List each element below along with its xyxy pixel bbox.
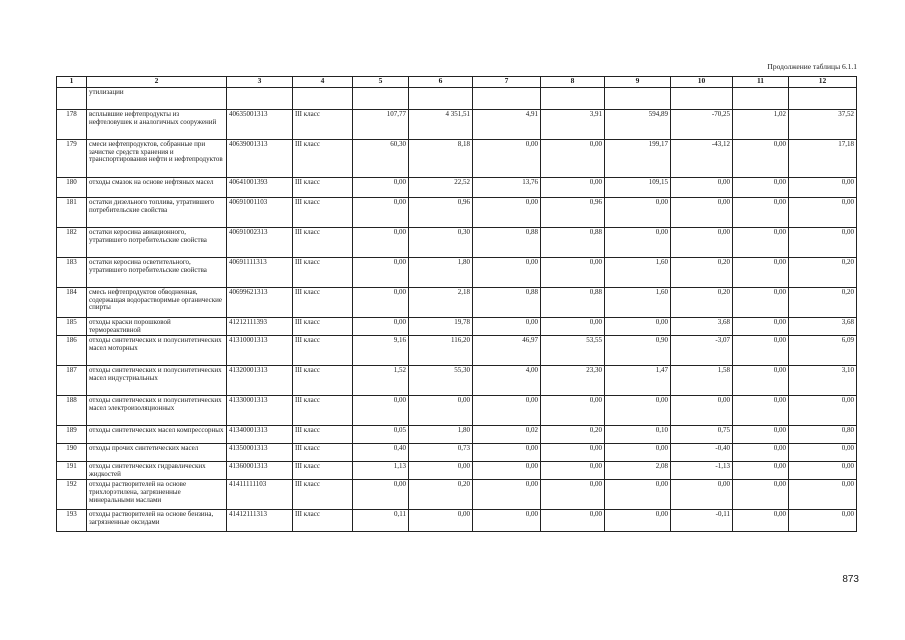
table-cell: 0,02	[473, 426, 541, 444]
table-row	[57, 366, 857, 396]
table-cell: отходы краски порошковой термореактивной	[87, 318, 227, 336]
table-cell: 19,78	[409, 318, 473, 336]
table-cell: 41310001313	[227, 336, 293, 366]
table-cell: 37,52	[789, 110, 857, 140]
table-cell: 0,00	[353, 178, 409, 198]
table-cell: 0,00	[541, 480, 605, 510]
table-row	[57, 396, 857, 426]
table-cell: 41350001313	[227, 444, 293, 462]
table-cell: 13,76	[473, 178, 541, 198]
table-cell: 3,10	[789, 366, 857, 396]
table-cell: 0,00	[733, 480, 789, 510]
table-cell	[409, 88, 473, 110]
table-cell: 0,00	[473, 198, 541, 228]
table-cell: 185	[57, 318, 87, 336]
table-cell: III класс	[293, 318, 353, 336]
column-header: 1	[57, 77, 87, 88]
table-cell: 6,09	[789, 336, 857, 366]
table-cell: 0,00	[473, 480, 541, 510]
table-cell: 0,00	[789, 198, 857, 228]
table-cell: 0,10	[605, 426, 671, 444]
table-cell: 0,20	[541, 426, 605, 444]
table-cell: -0,40	[671, 444, 733, 462]
header-row	[57, 77, 857, 88]
table-cell: III класс	[293, 366, 353, 396]
table-cell: 190	[57, 444, 87, 462]
table-row	[57, 510, 857, 532]
table-cell: 0,00	[671, 228, 733, 258]
table-cell: 0,30	[409, 228, 473, 258]
table-cell: 3,68	[789, 318, 857, 336]
table-caption: Продолжение таблицы 6.1.1	[767, 62, 857, 71]
table-row	[57, 444, 857, 462]
table-cell: 0,90	[605, 336, 671, 366]
table-cell: 0,00	[605, 510, 671, 532]
table-cell	[733, 88, 789, 110]
table-cell: 22,52	[409, 178, 473, 198]
table-cell: смесь нефтепродуктов обводненная, содержащая водорастворимые органические спирты	[87, 288, 227, 318]
column-header: 6	[409, 77, 473, 88]
table-cell: 178	[57, 110, 87, 140]
table-row	[57, 318, 857, 336]
table-cell: 0,20	[671, 288, 733, 318]
table-cell: 17,18	[789, 140, 857, 178]
table-cell: 0,00	[353, 228, 409, 258]
table-cell: III класс	[293, 462, 353, 480]
table-cell: смеси нефтепродуктов, собранные при зачистке средств хранения и транспортирования нефти и нефтепродуктов	[87, 140, 227, 178]
table-cell: 41320001313	[227, 366, 293, 396]
table-cell: 0,00	[353, 318, 409, 336]
table-cell: 41411111103	[227, 480, 293, 510]
table-cell: 109,15	[605, 178, 671, 198]
table-cell: 0,00	[671, 396, 733, 426]
table-row	[57, 140, 857, 178]
table-cell: III класс	[293, 336, 353, 366]
waste-table	[56, 76, 857, 532]
table-cell: III класс	[293, 444, 353, 462]
table-cell: 182	[57, 228, 87, 258]
table-cell: 40639001313	[227, 140, 293, 178]
table-cell: 0,00	[541, 510, 605, 532]
table-cell: 53,55	[541, 336, 605, 366]
table-cell: 4 351,51	[409, 110, 473, 140]
table-cell: 0,00	[671, 178, 733, 198]
table-cell: 0,00	[605, 198, 671, 228]
table-row	[57, 462, 857, 480]
table-cell: 1,52	[353, 366, 409, 396]
table-cell: 1,60	[605, 288, 671, 318]
table-cell: 0,80	[789, 426, 857, 444]
table-cell: 55,30	[409, 366, 473, 396]
table-cell: 0,40	[353, 444, 409, 462]
column-header: 7	[473, 77, 541, 88]
table-cell: 0,00	[541, 396, 605, 426]
table-cell: 191	[57, 462, 87, 480]
table-cell: 60,30	[353, 140, 409, 178]
table-cell: 0,00	[789, 178, 857, 198]
table-cell	[227, 88, 293, 110]
table-cell: 46,97	[473, 336, 541, 366]
table-cell: 0,00	[473, 140, 541, 178]
table-cell: 1,47	[605, 366, 671, 396]
table-cell: отходы растворителей на основе трихлорэтилена, загрязненные минеральными маслами	[87, 480, 227, 510]
table-cell: 40691001103	[227, 198, 293, 228]
table-cell: 0,00	[473, 396, 541, 426]
table-cell: 40635001313	[227, 110, 293, 140]
table-cell: 0,00	[733, 366, 789, 396]
table-cell: 0,20	[671, 258, 733, 288]
table-body	[57, 88, 857, 532]
table-cell: 0,00	[541, 462, 605, 480]
table-cell: 116,20	[409, 336, 473, 366]
table-cell: III класс	[293, 140, 353, 178]
table-cell	[789, 88, 857, 110]
table-cell: 0,00	[733, 510, 789, 532]
column-header: 3	[227, 77, 293, 88]
table-cell: 0,00	[671, 198, 733, 228]
table-cell: 187	[57, 366, 87, 396]
table-cell: 0,00	[733, 444, 789, 462]
table-cell: III класс	[293, 396, 353, 426]
table-cell: 0,20	[409, 480, 473, 510]
column-header: 10	[671, 77, 733, 88]
table-cell: остатки дизельного топлива, утратившего потребительские свойства	[87, 198, 227, 228]
table-cell: 2,08	[605, 462, 671, 480]
table-cell: 2,18	[409, 288, 473, 318]
table-cell: 41330001313	[227, 396, 293, 426]
table-cell: 0,00	[733, 140, 789, 178]
table-cell: -1,13	[671, 462, 733, 480]
table-cell: 0,00	[353, 258, 409, 288]
table-cell: 40691002313	[227, 228, 293, 258]
table-cell: 8,18	[409, 140, 473, 178]
table-cell: 9,16	[353, 336, 409, 366]
table-cell: всплывшие нефтепродукты из нефтеловушек и аналогичных сооружений	[87, 110, 227, 140]
table-cell: 0,00	[733, 198, 789, 228]
table-cell: 181	[57, 198, 87, 228]
table-cell: 0,00	[605, 396, 671, 426]
table-cell: 199,17	[605, 140, 671, 178]
table-cell: 0,00	[733, 396, 789, 426]
table-cell: 0,00	[605, 480, 671, 510]
table-cell	[473, 88, 541, 110]
table-row	[57, 198, 857, 228]
table-cell: 0,00	[473, 510, 541, 532]
table-cell: 0,00	[353, 396, 409, 426]
table-cell: -0,11	[671, 510, 733, 532]
table-cell: 1,02	[733, 110, 789, 140]
table-cell: 0,00	[605, 444, 671, 462]
table-cell: 183	[57, 258, 87, 288]
table-cell: 41412111313	[227, 510, 293, 532]
table-cell: утилизации	[87, 88, 227, 110]
table-cell	[293, 88, 353, 110]
column-header: 8	[541, 77, 605, 88]
page-number: 873	[842, 574, 859, 585]
table-cell: отходы синтетических масел компрессорных	[87, 426, 227, 444]
table-cell: 0,00	[605, 228, 671, 258]
table-cell: 192	[57, 480, 87, 510]
table-cell: -3,07	[671, 336, 733, 366]
table-cell: 0,00	[733, 288, 789, 318]
table-cell: 0,00	[541, 444, 605, 462]
table-cell: 0,20	[789, 288, 857, 318]
table-cell: 184	[57, 288, 87, 318]
table-cell: 193	[57, 510, 87, 532]
table-cell: 41340001313	[227, 426, 293, 444]
table-cell: 0,73	[409, 444, 473, 462]
table-cell: 0,00	[473, 258, 541, 288]
table-row	[57, 178, 857, 198]
table-cell: 0,00	[473, 462, 541, 480]
table-cell: 41212111393	[227, 318, 293, 336]
table-cell: 0,00	[733, 228, 789, 258]
table-cell: 0,00	[789, 444, 857, 462]
table-cell: 41360001313	[227, 462, 293, 480]
table-cell: 0,96	[541, 198, 605, 228]
table-cell: 0,00	[541, 258, 605, 288]
table-cell: 0,00	[789, 396, 857, 426]
column-header: 5	[353, 77, 409, 88]
table-cell	[671, 88, 733, 110]
table-cell: 1,60	[605, 258, 671, 288]
table-cell: III класс	[293, 288, 353, 318]
table-cell: 0,00	[353, 288, 409, 318]
table-cell: 0,00	[789, 510, 857, 532]
table-cell: 0,00	[541, 178, 605, 198]
table-cell: 0,00	[541, 140, 605, 178]
table-cell: 0,96	[409, 198, 473, 228]
table-cell: III класс	[293, 426, 353, 444]
table-cell: III класс	[293, 258, 353, 288]
column-header: 9	[605, 77, 671, 88]
table-cell: 0,00	[409, 396, 473, 426]
column-header: 11	[733, 77, 789, 88]
table-cell: 0,20	[789, 258, 857, 288]
table-cell: 107,77	[353, 110, 409, 140]
table-cell: -70,25	[671, 110, 733, 140]
table-cell: 4,91	[473, 110, 541, 140]
table-cell: 0,00	[733, 258, 789, 288]
table-cell: 0,88	[541, 288, 605, 318]
table-cell: 0,00	[473, 444, 541, 462]
table-row	[57, 288, 857, 318]
table-row	[57, 110, 857, 140]
table-cell: 1,80	[409, 426, 473, 444]
table-cell: отходы прочих синтетических масел	[87, 444, 227, 462]
table-cell	[605, 88, 671, 110]
table-cell: 0,00	[473, 318, 541, 336]
table-cell: 0,00	[733, 336, 789, 366]
table-row	[57, 258, 857, 288]
table-cell: 594,89	[605, 110, 671, 140]
table-cell: остатки керосина осветительного, утратившего потребительские свойства	[87, 258, 227, 288]
table-cell: III класс	[293, 480, 353, 510]
table-cell: 0,00	[789, 228, 857, 258]
table-row	[57, 426, 857, 444]
table-cell: III класс	[293, 110, 353, 140]
table-cell: 0,00	[733, 462, 789, 480]
table-cell: 0,00	[541, 318, 605, 336]
table-cell: 1,58	[671, 366, 733, 396]
table-cell: 189	[57, 426, 87, 444]
column-header: 4	[293, 77, 353, 88]
column-header: 2	[87, 77, 227, 88]
table-cell: 40699621313	[227, 288, 293, 318]
table-cell: 1,80	[409, 258, 473, 288]
table-cell: III класс	[293, 178, 353, 198]
table-cell	[541, 88, 605, 110]
table-cell: III класс	[293, 198, 353, 228]
table-cell: отходы смазок на основе нефтяных масел	[87, 178, 227, 198]
table-cell: 3,68	[671, 318, 733, 336]
table-cell: 40641001393	[227, 178, 293, 198]
table-cell: 0,11	[353, 510, 409, 532]
table-cell: 0,00	[353, 198, 409, 228]
table-cell: 0,88	[473, 228, 541, 258]
table-cell: 0,00	[733, 318, 789, 336]
table-cell: 180	[57, 178, 87, 198]
table-row	[57, 228, 857, 258]
table-cell	[353, 88, 409, 110]
table-cell: -43,12	[671, 140, 733, 178]
table-cell: 40691111313	[227, 258, 293, 288]
table-cell: 179	[57, 140, 87, 178]
table-cell: 188	[57, 396, 87, 426]
table-cell: отходы синтетических и полусинтетических масел индустриальных	[87, 366, 227, 396]
table-cell: 0,00	[789, 462, 857, 480]
table-cell: 0,00	[409, 510, 473, 532]
table-row	[57, 336, 857, 366]
table-cell: остатки керосина авиационного, утратившего потребительские свойства	[87, 228, 227, 258]
table-row	[57, 480, 857, 510]
table-cell: 0,00	[789, 480, 857, 510]
table-cell: отходы растворителей на основе бензина, загрязненные оксидами	[87, 510, 227, 532]
table-cell: 0,00	[353, 480, 409, 510]
table-cell: 0,00	[671, 480, 733, 510]
table-cell: 0,05	[353, 426, 409, 444]
table-cell: отходы синтетических и полусинтетических масел электроизоляционных	[87, 396, 227, 426]
table-cell: 0,75	[671, 426, 733, 444]
table-cell: 0,88	[473, 288, 541, 318]
table-row	[57, 88, 857, 110]
table-cell	[57, 88, 87, 110]
table-cell: 23,30	[541, 366, 605, 396]
table-cell: 0,00	[733, 178, 789, 198]
table-cell: 4,00	[473, 366, 541, 396]
table-cell: 1,13	[353, 462, 409, 480]
table-cell: III класс	[293, 228, 353, 258]
table-cell: 0,00	[733, 426, 789, 444]
table-cell: III класс	[293, 510, 353, 532]
column-header: 12	[789, 77, 857, 88]
table-cell: 0,00	[605, 318, 671, 336]
table-cell: 3,91	[541, 110, 605, 140]
table-cell: 0,00	[409, 462, 473, 480]
table-cell: 186	[57, 336, 87, 366]
table-cell: 0,88	[541, 228, 605, 258]
table-cell: отходы синтетических гидравлических жидкостей	[87, 462, 227, 480]
table-cell: отходы синтетических и полусинтетических масел моторных	[87, 336, 227, 366]
